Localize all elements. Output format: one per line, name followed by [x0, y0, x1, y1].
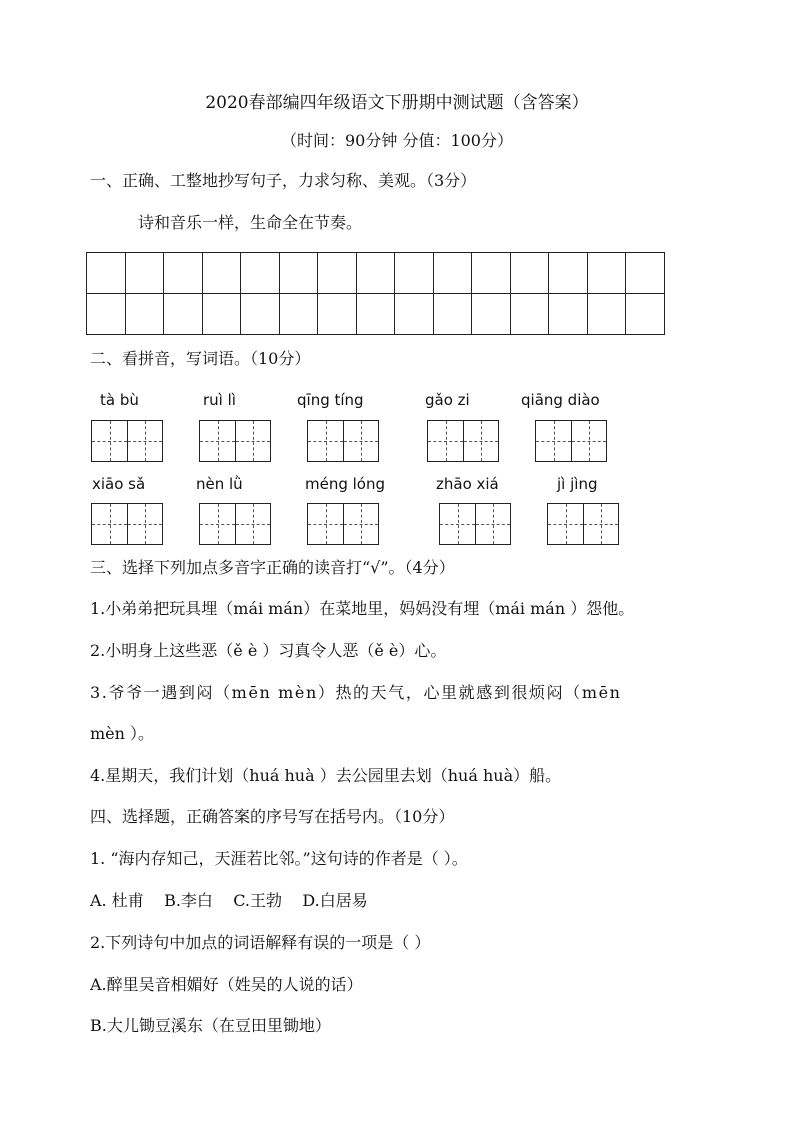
grid-cell[interactable]: [241, 294, 280, 335]
section-3-heading: 三、选择下列加点多音字正确的读音打“√”。（4分）: [90, 558, 455, 577]
grid-cell[interactable]: [125, 294, 164, 335]
tianzige-box[interactable]: [91, 420, 163, 462]
grid-row: [87, 253, 665, 294]
grid-cell[interactable]: [125, 253, 164, 294]
grid-cell[interactable]: [510, 253, 549, 294]
tianzige-box[interactable]: [307, 420, 379, 462]
tianzige-box[interactable]: [439, 503, 511, 545]
grid-cell[interactable]: [472, 253, 511, 294]
question-3-3: 3.爷爷一遇到闷（mēn mèn）热的天气，心里就感到很烦闷（mēn: [90, 683, 622, 702]
tianzige-box[interactable]: [547, 503, 619, 545]
grid-cell[interactable]: [318, 294, 357, 335]
grid-row: [87, 294, 665, 335]
grid-cell[interactable]: [356, 294, 395, 335]
tianzige-box[interactable]: [199, 420, 271, 462]
option-b: B.大儿锄豆溪东（在豆田里锄地）: [90, 1016, 331, 1035]
pinyin-label: méng lóng: [305, 475, 386, 493]
section-2-heading: 二、看拼音，写词语。（10分）: [90, 349, 311, 368]
tianzige-box[interactable]: [91, 503, 163, 545]
grid-cell[interactable]: [510, 294, 549, 335]
grid-cell[interactable]: [279, 253, 318, 294]
tianzige-box[interactable]: [199, 503, 271, 545]
grid-cell[interactable]: [87, 253, 126, 294]
tianzige-box[interactable]: [535, 420, 607, 462]
grid-cell[interactable]: [202, 253, 241, 294]
pinyin-label: qīng tíng: [297, 391, 364, 409]
pinyin-label: zhāo xiá: [436, 475, 499, 493]
pinyin-label: nèn lǜ: [196, 475, 243, 493]
question-3-4: 4.星期天，我们计划（huá huà ）去公园里去划（huá huà）船。: [90, 766, 562, 785]
grid-cell[interactable]: [587, 253, 626, 294]
option-a: A.醉里吴音相媚好（姓吴的人说的话）: [90, 975, 363, 994]
pinyin-label: xiāo sǎ: [92, 475, 146, 493]
grid-cell[interactable]: [626, 294, 665, 335]
pinyin-label: jì jìng: [557, 475, 598, 493]
grid-cell[interactable]: [356, 253, 395, 294]
grid-cell[interactable]: [202, 294, 241, 335]
section-1-heading: 一、正确、工整地抄写句子，力求匀称、美观。（3分）: [90, 171, 477, 190]
grid-cell[interactable]: [241, 253, 280, 294]
grid-cell[interactable]: [587, 294, 626, 335]
copy-writing-grid[interactable]: [86, 252, 665, 335]
grid-cell[interactable]: [395, 294, 434, 335]
grid-cell[interactable]: [395, 253, 434, 294]
question-3-3-continued: mèn ）。: [90, 724, 155, 743]
grid-cell[interactable]: [549, 253, 588, 294]
grid-cell[interactable]: [164, 253, 203, 294]
grid-cell[interactable]: [626, 253, 665, 294]
copy-sentence: 诗和音乐一样，生命全在节奏。: [138, 213, 363, 232]
pinyin-label: qiāng diào: [521, 391, 600, 409]
question-4-2: 2.下列诗句中加点的词语解释有误的一项是（ ）: [90, 933, 431, 952]
pinyin-label: ruì lì: [203, 391, 236, 409]
page-title: 2020春部编四年级语文下册期中测试题（含答案）: [205, 93, 589, 113]
pinyin-label: tà bù: [100, 391, 139, 409]
grid-cell[interactable]: [279, 294, 318, 335]
exam-info: （时间：90分钟 分值：100分）: [281, 131, 513, 150]
grid-cell[interactable]: [164, 294, 203, 335]
tianzige-box[interactable]: [427, 420, 499, 462]
grid-cell[interactable]: [549, 294, 588, 335]
grid-cell[interactable]: [472, 294, 511, 335]
grid-cell[interactable]: [87, 294, 126, 335]
question-3-1: 1.小弟弟把玩具埋（mái mán）在菜地里，妈妈没有埋（mái mán ）怨他。: [90, 599, 635, 618]
question-4-1: 1. “海内存知己，天涯若比邻。”这句诗的作者是（ ）。: [90, 849, 468, 868]
question-4-1-options: A. 杜甫 B.李白 C.王勃 D.白居易: [90, 891, 368, 910]
grid-cell[interactable]: [433, 294, 472, 335]
question-3-2: 2.小明身上这些恶（ě è ）习真令人恶（ě è）心。: [90, 641, 447, 660]
tianzige-box[interactable]: [307, 503, 379, 545]
section-4-heading: 四、选择题，正确答案的序号写在括号内。（10分）: [90, 807, 455, 826]
pinyin-label: gǎo zi: [425, 391, 470, 409]
grid-cell[interactable]: [318, 253, 357, 294]
grid-cell[interactable]: [433, 253, 472, 294]
